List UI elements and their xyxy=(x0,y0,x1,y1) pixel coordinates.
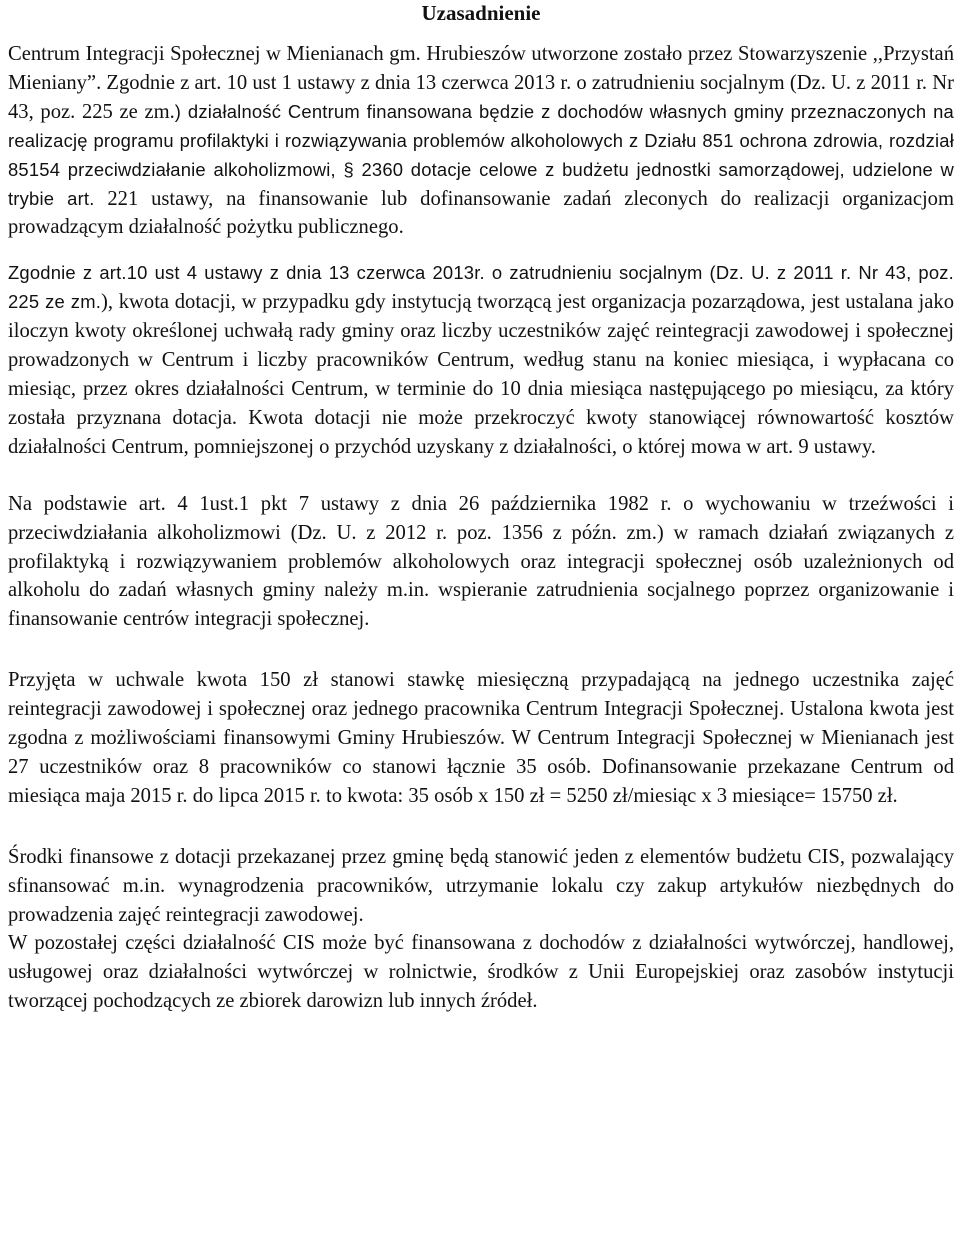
paragraph-legal-basis-sans: ) działalność Centrum finansowana będzie z dochodów własnych gminy przeznaczonych na realizację programu profilaktyki i rozwiązywania problemów alkoholowych z Działu 851 ochrona zdrowia, rozdział 85154 przeciwdziałanie alkoholizmowi, § 2360 dotacje celowe z budżetu jednostki samorządowej, udzielone w trybie art. xyxy=(8,100,954,209)
document-page xyxy=(8,0,954,1016)
paragraph-sobriety-act: Na podstawie art. 4 1ust.1 pkt 7 ustawy z dnia 26 października 1982 r. o wychowaniu w trzeźwości i przeciwdziałania alkoholizmowi (Dz. U. z 2012 r. poz. 1356 z późn. zm.) w ramach działań związanych z profilaktyką i rozwiązywaniem problemów alkoholowych oraz integracji społecznej osób uzależnionych od alkoholu do zadań własnych gminy należy m.in. wspieranie zatrudnienia socjalnego poprzez organizowanie i finansowanie centrów integracji społecznej. xyxy=(8,492,954,631)
spacer xyxy=(8,811,954,843)
spacer xyxy=(8,634,954,666)
paragraph-legal-basis-tail: 221 ustawy, na finansowanie lub dofinansowanie zadań zleconych do realizacji organizacjom prowadzącym działalność pożytku publicznego. xyxy=(8,187,954,239)
paragraph-amount-rationale: Przyjęta w uchwale kwota 150 zł stanowi stawkę miesięczną przypadającą na jednego uczestnika zajęć reintegracji zawodowej i społecznej oraz jednego pracownika Centrum Integracji Społecznej. Ustalona kwota jest zgodna z możliwościami finansowymi Gminy Hrubieszów. W Centrum Integracji Społecznej w Mienianach jest 27 uczestników oraz 8 pracowników co stanowi łącznie 35 osób. Dofinansowanie przekazane Centrum od miesiąca maja 2015 r. do lipca 2015 r. to kwota: 35 osób x 150 zł = 5250 zł/miesiąc x 3 miesiące= 15750 zł. xyxy=(8,669,954,807)
paragraph-other-funding: W pozostałej części działalność CIS może być finansowana z dochodów z działalności wytwórczej, handlowej, usługowej oraz działalności wytwórczej w rolnictwie, środków z Unii Europejskiej oraz zasobów instytucji tworzącej pochodzących ze zbiorek darowizn lub innych źródeł. xyxy=(8,932,954,1013)
spacer xyxy=(8,462,954,490)
paragraph-legal-basis-serif: Centrum Integracji Społecznej w Mienianach gm. Hrubieszów utworzone zostało przez Stowarzyszenie ,,Przystań Mieniany”. Zgodnie z art. 10 ust 1 ustawy z dnia 13 czerwca 2013 r. o zatrudnieniu socjalnym (Dz. U. z 2011 r. Nr 43, poz. 225 ze zm. xyxy=(8,43,954,123)
paragraph-subsidy-calculation-sans: Zgodnie z art.10 ust 4 ustawy z dnia 13 czerwca 2013r. o zatrudnieniu socjalnym (Dz. U. z 2011 r. Nr 43, poz. 225 ze zm. xyxy=(8,262,954,313)
paragraph-budget-use: Środki finansowe z dotacji przekazanej przez gminę będą stanowić jeden z elementów budżetu CIS, pozwalający sfinansować m.in. wynagrodzenia pracowników, utrzymanie lokalu czy zakup artykułów niezbędnych do prowadzenia zajęć reintegracji zawodowej. xyxy=(8,845,954,926)
paragraph-legal-basis xyxy=(8,40,954,242)
spacer xyxy=(8,242,954,259)
paragraph-subsidy-calculation xyxy=(8,259,954,461)
document-title: Uzasadnienie xyxy=(421,1,541,25)
paragraph-subsidy-calculation-serif: ), kwota dotacji, w przypadku gdy instytucją tworzącą jest organizacja pozarządowa, jest ustalana jako iloczyn kwoty określonej uchwałą rady gminy oraz liczby uczestników zajęć reintegracji zawodowej i społecznej prowadzonych w Centrum i liczby pracowników Centrum, według stanu na koniec miesiąca, i wypłacana co miesiąc, przez okres działalności Centrum, w terminie do 10 dnia miesiąca następującego po miesiącu, za który została przyznana dotacja. Kwota dotacji nie może przekroczyć kwoty stanowiącej równowartość kosztów działalności Centrum, pomniejszonej o przychód uzyskany z działalności, o której mowa w art. 9 ustawy. xyxy=(8,291,955,458)
